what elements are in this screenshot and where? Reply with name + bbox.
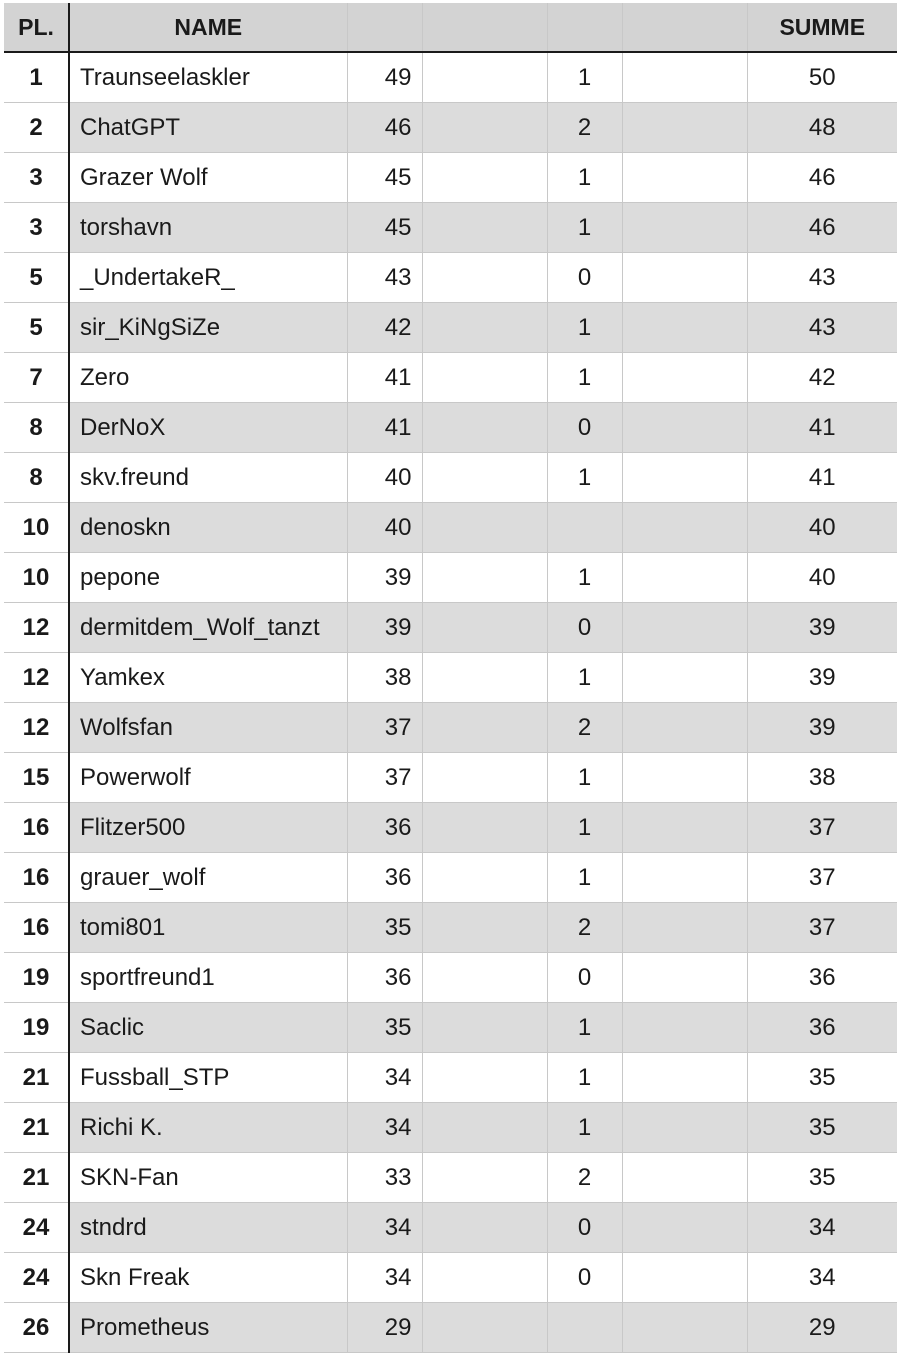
place-cell: 19 bbox=[4, 953, 69, 1003]
points-1-cell: 46 bbox=[347, 103, 422, 153]
table-row bbox=[4, 52, 897, 103]
points-2-cell: 1 bbox=[547, 303, 622, 353]
player-name-cell: Skn Freak bbox=[69, 1253, 347, 1303]
place-cell: 3 bbox=[4, 153, 69, 203]
empty-cell bbox=[622, 52, 747, 103]
empty-cell bbox=[622, 1153, 747, 1203]
empty-cell bbox=[422, 753, 547, 803]
empty-cell bbox=[422, 103, 547, 153]
empty-cell bbox=[622, 303, 747, 353]
points-2-cell: 1 bbox=[547, 653, 622, 703]
points-2-cell: 0 bbox=[547, 403, 622, 453]
sum-cell: 46 bbox=[747, 203, 897, 253]
empty-cell bbox=[422, 553, 547, 603]
player-name-cell: denoskn bbox=[69, 503, 347, 553]
points-2-cell: 0 bbox=[547, 603, 622, 653]
empty-cell bbox=[622, 453, 747, 503]
empty-cell bbox=[622, 1053, 747, 1103]
table-row bbox=[4, 653, 897, 703]
place-cell: 7 bbox=[4, 353, 69, 403]
table-row bbox=[4, 553, 897, 603]
place-cell: 24 bbox=[4, 1253, 69, 1303]
points-2-cell: 1 bbox=[547, 453, 622, 503]
player-name-cell: Fussball_STP bbox=[69, 1053, 347, 1103]
points-2-cell: 0 bbox=[547, 1253, 622, 1303]
table-row bbox=[4, 1203, 897, 1253]
points-1-cell: 41 bbox=[347, 353, 422, 403]
points-1-cell: 43 bbox=[347, 253, 422, 303]
points-1-cell: 33 bbox=[347, 1153, 422, 1203]
sum-cell: 35 bbox=[747, 1103, 897, 1153]
place-cell: 26 bbox=[4, 1303, 69, 1353]
place-cell: 5 bbox=[4, 253, 69, 303]
points-1-cell: 41 bbox=[347, 403, 422, 453]
points-1-cell: 35 bbox=[347, 903, 422, 953]
points-1-cell: 40 bbox=[347, 453, 422, 503]
points-1-cell: 34 bbox=[347, 1053, 422, 1103]
empty-cell bbox=[622, 753, 747, 803]
place-cell: 12 bbox=[4, 703, 69, 753]
table-row bbox=[4, 103, 897, 153]
points-2-cell: 1 bbox=[547, 553, 622, 603]
points-1-cell: 39 bbox=[347, 553, 422, 603]
sum-cell: 50 bbox=[747, 52, 897, 103]
sum-cell: 43 bbox=[747, 303, 897, 353]
place-cell: 5 bbox=[4, 303, 69, 353]
empty-cell bbox=[622, 1203, 747, 1253]
points-2-cell: 1 bbox=[547, 803, 622, 853]
place-cell: 12 bbox=[4, 603, 69, 653]
empty-cell bbox=[622, 953, 747, 1003]
player-name-cell: torshavn bbox=[69, 203, 347, 253]
empty-cell bbox=[422, 653, 547, 703]
sum-cell: 39 bbox=[747, 653, 897, 703]
points-1-cell: 38 bbox=[347, 653, 422, 703]
points-2-cell: 1 bbox=[547, 1053, 622, 1103]
empty-cell bbox=[422, 353, 547, 403]
empty-cell bbox=[422, 403, 547, 453]
player-name-cell: sportfreund1 bbox=[69, 953, 347, 1003]
empty-cell bbox=[622, 803, 747, 853]
empty-cell bbox=[422, 52, 547, 103]
points-1-cell: 34 bbox=[347, 1103, 422, 1153]
player-name-cell: Zero bbox=[69, 353, 347, 403]
empty-cell bbox=[622, 1253, 747, 1303]
empty-cell bbox=[422, 1203, 547, 1253]
header-place: PL. bbox=[4, 3, 69, 52]
sum-cell: 36 bbox=[747, 1003, 897, 1053]
empty-cell bbox=[422, 503, 547, 553]
empty-cell bbox=[422, 253, 547, 303]
place-cell: 16 bbox=[4, 853, 69, 903]
points-2-cell: 1 bbox=[547, 203, 622, 253]
sum-cell: 36 bbox=[747, 953, 897, 1003]
empty-cell bbox=[622, 1303, 747, 1353]
sum-cell: 41 bbox=[747, 453, 897, 503]
sum-cell: 35 bbox=[747, 1053, 897, 1103]
empty-cell bbox=[422, 703, 547, 753]
empty-cell bbox=[422, 1153, 547, 1203]
points-2-cell bbox=[547, 503, 622, 553]
empty-cell bbox=[622, 403, 747, 453]
points-2-cell bbox=[547, 1303, 622, 1353]
header-points-2 bbox=[547, 3, 622, 52]
place-cell: 8 bbox=[4, 403, 69, 453]
player-name-cell: Flitzer500 bbox=[69, 803, 347, 853]
points-2-cell: 2 bbox=[547, 103, 622, 153]
table-row bbox=[4, 803, 897, 853]
sum-cell: 48 bbox=[747, 103, 897, 153]
sum-cell: 37 bbox=[747, 903, 897, 953]
empty-cell bbox=[422, 303, 547, 353]
empty-cell bbox=[622, 153, 747, 203]
table-row bbox=[4, 953, 897, 1003]
points-2-cell: 1 bbox=[547, 853, 622, 903]
player-name-cell: Richi K. bbox=[69, 1103, 347, 1153]
table-row bbox=[4, 303, 897, 353]
standings-table bbox=[4, 3, 897, 1353]
empty-cell bbox=[622, 553, 747, 603]
table-row bbox=[4, 403, 897, 453]
table-body bbox=[4, 52, 897, 1353]
sum-cell: 46 bbox=[747, 153, 897, 203]
header-empty-1 bbox=[422, 3, 547, 52]
player-name-cell: ChatGPT bbox=[69, 103, 347, 153]
player-name-cell: DerNoX bbox=[69, 403, 347, 453]
player-name-cell: _UndertakeR_ bbox=[69, 253, 347, 303]
points-1-cell: 42 bbox=[347, 303, 422, 353]
place-cell: 16 bbox=[4, 803, 69, 853]
points-2-cell: 1 bbox=[547, 1103, 622, 1153]
points-2-cell: 0 bbox=[547, 253, 622, 303]
header-points-1 bbox=[347, 3, 422, 52]
player-name-cell: Prometheus bbox=[69, 1303, 347, 1353]
table-row bbox=[4, 503, 897, 553]
empty-cell bbox=[622, 353, 747, 403]
empty-cell bbox=[422, 1303, 547, 1353]
sum-cell: 40 bbox=[747, 553, 897, 603]
place-cell: 21 bbox=[4, 1153, 69, 1203]
points-1-cell: 39 bbox=[347, 603, 422, 653]
empty-cell bbox=[622, 203, 747, 253]
player-name-cell: Saclic bbox=[69, 1003, 347, 1053]
player-name-cell: Traunseelaskler bbox=[69, 52, 347, 103]
points-2-cell: 1 bbox=[547, 353, 622, 403]
table-row bbox=[4, 603, 897, 653]
points-2-cell: 1 bbox=[547, 153, 622, 203]
points-1-cell: 49 bbox=[347, 52, 422, 103]
place-cell: 24 bbox=[4, 1203, 69, 1253]
empty-cell bbox=[422, 1053, 547, 1103]
points-2-cell: 0 bbox=[547, 953, 622, 1003]
player-name-cell: Yamkex bbox=[69, 653, 347, 703]
table-row bbox=[4, 1253, 897, 1303]
empty-cell bbox=[622, 103, 747, 153]
points-2-cell: 1 bbox=[547, 1003, 622, 1053]
sum-cell: 39 bbox=[747, 603, 897, 653]
points-1-cell: 29 bbox=[347, 1303, 422, 1353]
points-2-cell: 2 bbox=[547, 1153, 622, 1203]
points-2-cell: 0 bbox=[547, 1203, 622, 1253]
sum-cell: 29 bbox=[747, 1303, 897, 1353]
player-name-cell: grauer_wolf bbox=[69, 853, 347, 903]
place-cell: 21 bbox=[4, 1103, 69, 1153]
player-name-cell: tomi801 bbox=[69, 903, 347, 953]
points-2-cell: 1 bbox=[547, 52, 622, 103]
player-name-cell: Powerwolf bbox=[69, 753, 347, 803]
table-row bbox=[4, 253, 897, 303]
place-cell: 12 bbox=[4, 653, 69, 703]
points-1-cell: 37 bbox=[347, 703, 422, 753]
empty-cell bbox=[422, 903, 547, 953]
empty-cell bbox=[622, 653, 747, 703]
table-row bbox=[4, 353, 897, 403]
points-1-cell: 34 bbox=[347, 1253, 422, 1303]
table-row bbox=[4, 453, 897, 503]
place-cell: 3 bbox=[4, 203, 69, 253]
empty-cell bbox=[622, 253, 747, 303]
sum-cell: 37 bbox=[747, 853, 897, 903]
place-cell: 10 bbox=[4, 503, 69, 553]
empty-cell bbox=[422, 603, 547, 653]
sum-cell: 40 bbox=[747, 503, 897, 553]
points-1-cell: 45 bbox=[347, 153, 422, 203]
header-empty-2 bbox=[622, 3, 747, 52]
points-1-cell: 35 bbox=[347, 1003, 422, 1053]
table-row bbox=[4, 1103, 897, 1153]
sum-cell: 34 bbox=[747, 1253, 897, 1303]
sum-cell: 38 bbox=[747, 753, 897, 803]
empty-cell bbox=[622, 903, 747, 953]
place-cell: 21 bbox=[4, 1053, 69, 1103]
points-1-cell: 45 bbox=[347, 203, 422, 253]
empty-cell bbox=[422, 1003, 547, 1053]
points-2-cell: 2 bbox=[547, 703, 622, 753]
sum-cell: 34 bbox=[747, 1203, 897, 1253]
player-name-cell: SKN-Fan bbox=[69, 1153, 347, 1203]
table-row bbox=[4, 1053, 897, 1103]
header-row bbox=[4, 3, 897, 52]
points-1-cell: 40 bbox=[347, 503, 422, 553]
empty-cell bbox=[422, 853, 547, 903]
table-row bbox=[4, 153, 897, 203]
points-2-cell: 2 bbox=[547, 903, 622, 953]
table-row bbox=[4, 753, 897, 803]
place-cell: 10 bbox=[4, 553, 69, 603]
empty-cell bbox=[422, 1253, 547, 1303]
empty-cell bbox=[422, 803, 547, 853]
empty-cell bbox=[422, 203, 547, 253]
points-1-cell: 36 bbox=[347, 853, 422, 903]
place-cell: 2 bbox=[4, 103, 69, 153]
header-name: NAME bbox=[69, 3, 347, 52]
points-1-cell: 36 bbox=[347, 953, 422, 1003]
points-1-cell: 34 bbox=[347, 1203, 422, 1253]
table-row bbox=[4, 1003, 897, 1053]
empty-cell bbox=[622, 603, 747, 653]
points-2-cell: 1 bbox=[547, 753, 622, 803]
player-name-cell: stndrd bbox=[69, 1203, 347, 1253]
table-row bbox=[4, 903, 897, 953]
sum-cell: 35 bbox=[747, 1153, 897, 1203]
empty-cell bbox=[622, 1103, 747, 1153]
sum-cell: 37 bbox=[747, 803, 897, 853]
empty-cell bbox=[422, 953, 547, 1003]
sum-cell: 41 bbox=[747, 403, 897, 453]
empty-cell bbox=[622, 1003, 747, 1053]
empty-cell bbox=[422, 453, 547, 503]
sum-cell: 42 bbox=[747, 353, 897, 403]
points-1-cell: 36 bbox=[347, 803, 422, 853]
empty-cell bbox=[422, 1103, 547, 1153]
empty-cell bbox=[622, 853, 747, 903]
place-cell: 15 bbox=[4, 753, 69, 803]
sum-cell: 43 bbox=[747, 253, 897, 303]
header-sum: SUMME bbox=[747, 3, 897, 52]
place-cell: 16 bbox=[4, 903, 69, 953]
player-name-cell: Wolfsfan bbox=[69, 703, 347, 753]
player-name-cell: skv.freund bbox=[69, 453, 347, 503]
sum-cell: 39 bbox=[747, 703, 897, 753]
points-1-cell: 37 bbox=[347, 753, 422, 803]
table-row bbox=[4, 203, 897, 253]
empty-cell bbox=[622, 703, 747, 753]
place-cell: 8 bbox=[4, 453, 69, 503]
player-name-cell: sir_KiNgSiZe bbox=[69, 303, 347, 353]
table-row bbox=[4, 703, 897, 753]
table-row bbox=[4, 1153, 897, 1203]
empty-cell bbox=[422, 153, 547, 203]
place-cell: 19 bbox=[4, 1003, 69, 1053]
place-cell: 1 bbox=[4, 52, 69, 103]
player-name-cell: pepone bbox=[69, 553, 347, 603]
player-name-cell: Grazer Wolf bbox=[69, 153, 347, 203]
table-row bbox=[4, 853, 897, 903]
player-name-cell: dermitdem_Wolf_tanzt bbox=[69, 603, 347, 653]
empty-cell bbox=[622, 503, 747, 553]
table-row bbox=[4, 1303, 897, 1353]
